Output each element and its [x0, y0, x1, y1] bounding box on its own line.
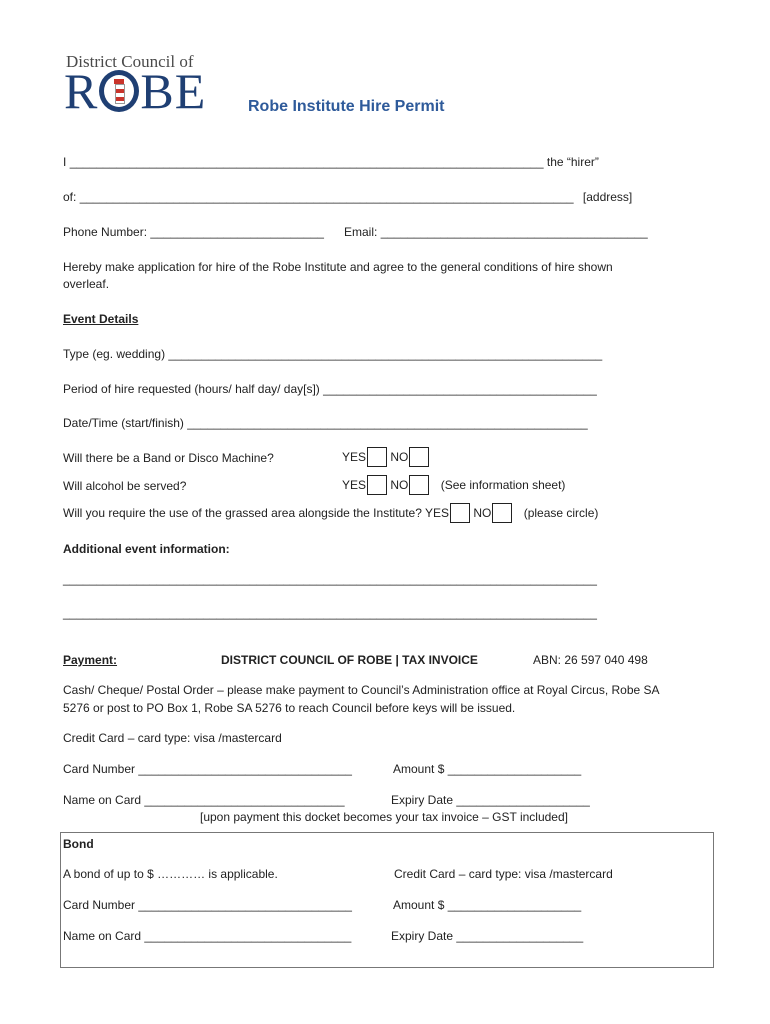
- band-no-checkbox[interactable]: [409, 447, 429, 467]
- bond-amount-field[interactable]: Amount $ ____________________: [393, 898, 582, 912]
- phone-label: Phone Number:: [63, 225, 148, 239]
- tax-invoice-note: [upon payment this docket becomes your tax invoice – GST included]: [200, 810, 568, 824]
- hirer-suffix: the “hirer”: [546, 155, 599, 169]
- bond-expiry-field[interactable]: Expiry Date ___________________: [391, 929, 584, 943]
- tax-invoice-heading: DISTRICT COUNCIL OF ROBE | TAX INVOICE: [221, 653, 478, 667]
- grassed-note: (please circle): [523, 506, 599, 520]
- lighthouse-icon: [99, 70, 139, 112]
- address-suffix: [address]: [582, 190, 633, 204]
- datetime-field[interactable]: ____________________________________________________________: [187, 416, 588, 430]
- type-field[interactable]: _________________________________________________________________: [168, 347, 603, 361]
- period-row: [63, 382, 597, 396]
- alcohol-note: (See information sheet): [440, 478, 566, 492]
- email-row: [344, 225, 648, 239]
- additional-info-line-2[interactable]: ________________________________________________________________________________: [63, 606, 597, 620]
- payment-instructions-line2: 5276 or post to PO Box 1, Robe SA 5276 to reach Council before keys will be issued.: [63, 701, 516, 715]
- band-no-label: NO: [390, 450, 409, 464]
- email-label: Email:: [344, 225, 378, 239]
- phone-field[interactable]: __________________________: [150, 225, 324, 239]
- grassed-no-checkbox[interactable]: [492, 503, 512, 523]
- band-options: [342, 447, 429, 467]
- application-text-line2: overleaf.: [63, 277, 110, 291]
- band-question: Will there be a Band or Disco Machine?: [63, 451, 274, 465]
- alcohol-options: [342, 475, 565, 495]
- alcohol-no-checkbox[interactable]: [409, 475, 429, 495]
- grassed-row: [63, 503, 598, 523]
- address-row: [63, 190, 632, 204]
- datetime-label: Date/Time (start/finish): [63, 416, 184, 430]
- address-label: of:: [63, 190, 77, 204]
- application-text-line1: Hereby make application for hire of the Robe Institute and agree to the general conditions of hire shown: [63, 260, 613, 274]
- event-details-heading: Event Details: [63, 312, 139, 326]
- bond-card-type: Credit Card – card type: visa /mastercard: [394, 867, 613, 881]
- alcohol-yes-label: YES: [342, 478, 367, 492]
- phone-row: [63, 225, 324, 239]
- payment-instructions-line1: Cash/ Cheque/ Postal Order – please make payment to Council’s Administration office at Royal Circus, Robe SA: [63, 683, 660, 697]
- datetime-row: [63, 416, 588, 430]
- band-yes-label: YES: [342, 450, 367, 464]
- period-label: Period of hire requested (hours/ half day/ day[s]): [63, 382, 320, 396]
- grassed-yes-checkbox[interactable]: [450, 503, 470, 523]
- page-title: Robe Institute Hire Permit: [248, 98, 445, 115]
- logo-letter-r: R: [64, 63, 99, 119]
- additional-info-heading: Additional event information:: [63, 542, 230, 556]
- alcohol-yes-checkbox[interactable]: [367, 475, 387, 495]
- alcohol-question: Will alcohol be served?: [63, 479, 187, 493]
- hirer-prefix: I: [63, 155, 67, 169]
- payment-heading: Payment:: [63, 653, 118, 667]
- logo-letters-be: BE: [140, 63, 207, 119]
- payment-amount-field[interactable]: Amount $ ____________________: [393, 762, 582, 776]
- grassed-no-label: NO: [473, 506, 492, 520]
- payment-expiry-field[interactable]: Expiry Date ____________________: [391, 793, 590, 807]
- additional-info-line-1[interactable]: ________________________________________________________________________________: [63, 572, 597, 586]
- email-field[interactable]: ________________________________________: [380, 225, 648, 239]
- bond-amount-text: A bond of up to $ ………… is applicable.: [63, 867, 278, 881]
- abn-text: ABN: 26 597 040 498: [533, 653, 648, 667]
- type-row: [63, 347, 602, 361]
- bond-card-number-field[interactable]: Card Number ________________________________: [63, 898, 352, 912]
- payment-card-number-field[interactable]: Card Number ________________________________: [63, 762, 352, 776]
- council-logo: [64, 63, 207, 119]
- type-label: Type (eg. wedding): [63, 347, 166, 361]
- logo-top-text: District Council of: [66, 52, 194, 71]
- bond-heading: Bond: [63, 837, 94, 851]
- hirer-row: [63, 155, 599, 169]
- bond-name-on-card-field[interactable]: Name on Card _______________________________: [63, 929, 352, 943]
- band-yes-checkbox[interactable]: [367, 447, 387, 467]
- payment-name-on-card-field[interactable]: Name on Card ______________________________: [63, 793, 345, 807]
- period-field[interactable]: _________________________________________: [323, 382, 597, 396]
- alcohol-no-label: NO: [390, 478, 409, 492]
- hirer-name-field[interactable]: _______________________________________________________________________: [69, 155, 544, 169]
- payment-card-type: Credit Card – card type: visa /mastercard: [63, 731, 282, 745]
- address-field[interactable]: __________________________________________________________________________: [79, 190, 574, 204]
- grassed-question: Will you require the use of the grassed area alongside the Institute? YES: [63, 506, 450, 520]
